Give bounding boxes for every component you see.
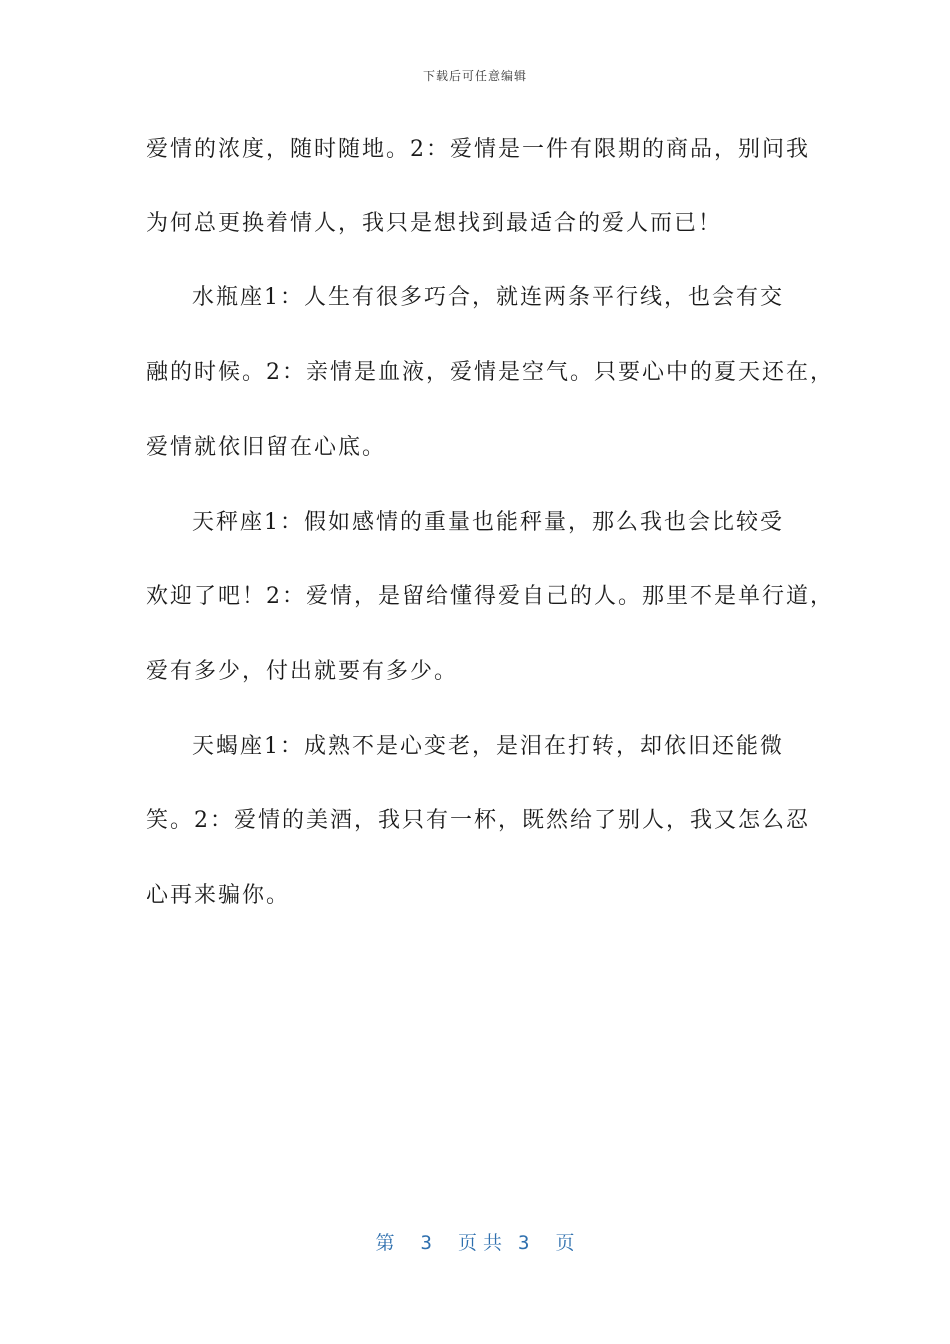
paragraph-line: 爱情就依旧留在心底。 bbox=[146, 435, 387, 460]
footer-page-prefix: 第 bbox=[375, 1232, 395, 1254]
paragraph-line: 为何总更换着情人，我只是想找到最适合的爱人而已！ bbox=[146, 211, 723, 236]
footer-page-number: 3 bbox=[420, 1232, 432, 1254]
page-footer bbox=[0, 1228, 950, 1255]
paragraph-line: 欢迎了吧！2：爱情，是留给懂得爱自己的人。那里不是单行道， bbox=[146, 584, 834, 609]
footer-total-prefix: 共 bbox=[483, 1232, 503, 1254]
paragraph-line: 笑。2：爱情的美酒，我只有一杯，既然给了别人，我又怎么忍 bbox=[146, 808, 810, 833]
paragraph-line: 融的时候。2：亲情是血液，爱情是空气。只要心中的夏天还在， bbox=[146, 360, 834, 385]
paragraph-line: 天蝎座1：成熟不是心变老，是泪在打转，却依旧还能微 bbox=[192, 734, 784, 759]
paragraph-line: 爱情的浓度，随时随地。2：爱情是一件有限期的商品，别问我 bbox=[146, 137, 810, 162]
footer-page-suffix: 页 bbox=[457, 1232, 477, 1254]
paragraph-line: 天秤座1：假如感情的重量也能秤量，那么我也会比较受 bbox=[192, 510, 784, 535]
page-header: 下载后可任意编辑 bbox=[422, 69, 527, 83]
paragraph-line: 心再来骗你。 bbox=[146, 883, 291, 908]
footer-total-suffix: 页 bbox=[555, 1232, 575, 1254]
paragraph-line: 爱有多少，付出就要有多少。 bbox=[146, 659, 459, 684]
paragraph-line: 水瓶座1：人生有很多巧合，就连两条平行线，也会有交 bbox=[192, 285, 784, 310]
footer-total-pages: 3 bbox=[518, 1232, 530, 1254]
